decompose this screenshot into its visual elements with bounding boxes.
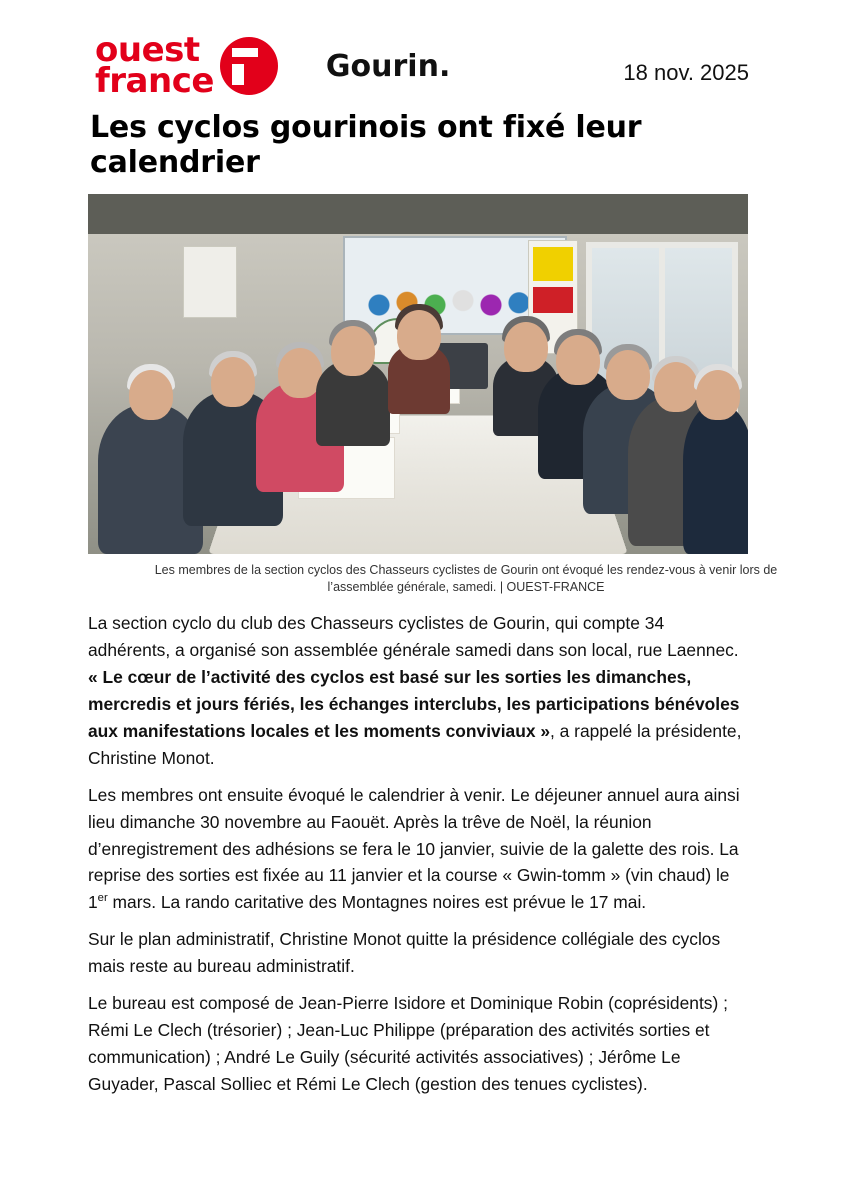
photo-person	[683, 404, 748, 554]
photo-person-head	[129, 370, 173, 420]
edition-name: Gourin.	[325, 48, 451, 84]
article-photo	[88, 194, 748, 554]
logo-wordmark	[95, 29, 214, 101]
photo-person-head	[211, 357, 255, 407]
paragraph-1-text-before-quote: La section cyclo du club des Chasseurs cyclistes de Gourin, qui compte 34 adhérents, a organisé son assemblée générale samedi dans son local, rue Laennec.	[88, 612, 739, 660]
paragraph-1-quote: « Le cœur de l’activité des cyclos est basé sur les sorties les dimanches, mercredis et jours fériés, les échanges interclubs, les participations bénévoles aux manifestations locales et les moments conviviaux »	[88, 666, 740, 741]
article-paragraph-3: Sur le plan administratif, Christine Monot quitte la présidence collégiale des cyclos mais reste au bureau administratif.	[88, 929, 721, 977]
publication-date: 18 nov. 2025	[623, 60, 749, 85]
article-body	[88, 610, 748, 1098]
page-title: Les cyclos gourinois ont fixé leur calendrier	[90, 110, 642, 180]
ouest-france-logo-icon	[220, 37, 278, 95]
paragraph-2-text-part-1: Les membres ont ensuite évoqué le calendrier à venir. Le déjeuner annuel aura ainsi lieu dimanche 30 novembre au Faouët. Après la trêve de Noël, la réunion d’enregistrement des adhésions se fera le 10 janvier, suivie de la galette des rois. La reprise des sorties est fixée au 11 janvier et la course « Gwin-tomm » (vin chaud) le 1	[88, 784, 740, 913]
ouest-france-logo[interactable]	[95, 29, 278, 101]
photo-person-head	[556, 335, 600, 385]
photo-caption: Les membres de la section cyclos des Chasseurs cyclistes de Gourin ont évoqué les rendez-vous à venir lors de l’assemblée générale, samedi. | OUEST-FRANCE	[154, 563, 778, 594]
article-figure	[88, 194, 778, 596]
photo-ceiling	[88, 194, 748, 234]
article-paragraph-4: Le bureau est composé de Jean-Pierre Isidore et Dominique Robin (coprésidents) ; Rémi Le Clech (trésorier) ; Jean-Luc Philippe (préparation des activités sorties et communication) ; André Le Guily (sécurité activités associatives) ; Jérôme Le Guyader, Pascal Solliec et Rémi Le Clech (gestion des tenues cyclistes).	[88, 993, 728, 1095]
photo-person	[388, 344, 450, 414]
paragraph-2-text-part-2: mars. La rando caritative des Montagnes noires est prévue le 17 mai.	[107, 892, 647, 913]
paragraph-1-text-after-quote: , a rappelé la présidente, Christine Monot.	[88, 720, 742, 768]
photo-person-head	[504, 322, 548, 372]
masthead	[40, 28, 809, 104]
photo-poster-left	[183, 246, 237, 318]
article-paragraph-2	[88, 782, 748, 917]
logo-line-1: ouest	[95, 29, 200, 70]
photo-person	[316, 360, 390, 446]
photo-person-head	[331, 326, 375, 376]
photo-person-head	[696, 370, 740, 420]
logo-line-2: france	[95, 61, 214, 101]
article-paragraph-1	[88, 610, 748, 772]
photo-person-head	[654, 362, 698, 412]
photo-person-head	[606, 350, 650, 400]
paragraph-2-ordinal-suffix: er	[97, 892, 108, 905]
photo-person-head	[397, 310, 441, 360]
